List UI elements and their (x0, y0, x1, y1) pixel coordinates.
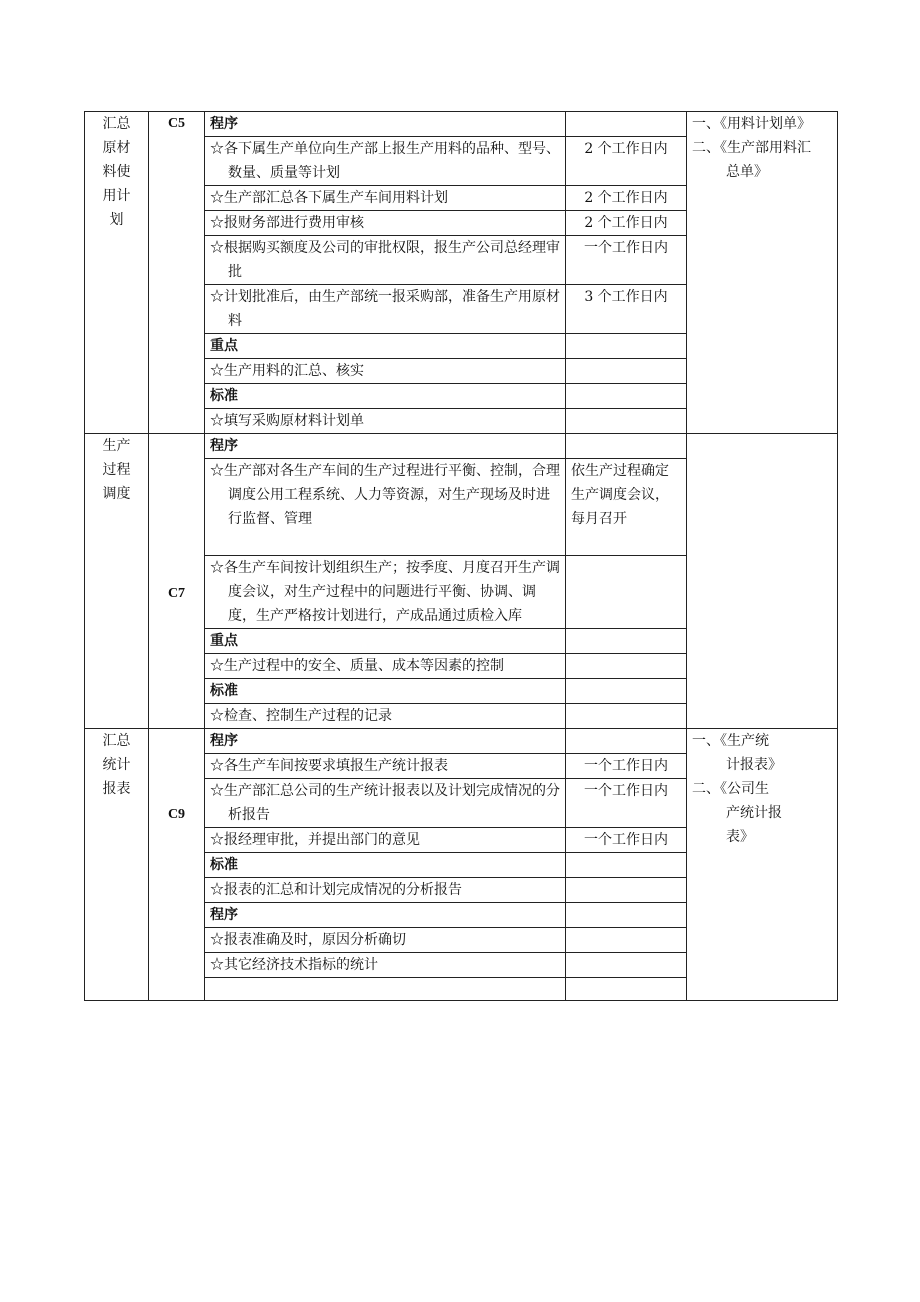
time-cell: 一个工作日内 (566, 236, 687, 285)
procedure-step: ☆根据购买额度及公司的审批权限，报生产公司总经理审批 (205, 236, 566, 285)
time-cell: 2 个工作日内 (566, 211, 687, 236)
time-cell (566, 729, 687, 754)
time-cell (566, 654, 687, 679)
time-cell (566, 334, 687, 359)
row-heading: 程序 (205, 729, 566, 754)
procedure-step (205, 978, 566, 1001)
related-documents (687, 112, 838, 434)
procedure-step: ☆其它经济技术指标的统计 (205, 953, 566, 978)
time-cell (566, 903, 687, 928)
time-cell (566, 556, 687, 629)
time-cell: 一个工作日内 (566, 754, 687, 779)
document-line: 总单》 (726, 164, 768, 180)
procedure-step: ☆生产过程中的安全、质量、成本等因素的控制 (205, 654, 566, 679)
document-line: 二、《公司生 (692, 781, 769, 797)
time-cell: 3 个工作日内 (566, 285, 687, 334)
row-heading: 重点 (205, 629, 566, 654)
document-line: 表》 (726, 829, 754, 845)
time-cell (566, 629, 687, 654)
document-line: 一、《生产统 (692, 733, 769, 749)
procedure-table (84, 111, 838, 1001)
procedure-step: ☆检查、控制生产过程的记录 (205, 704, 566, 729)
procedure-step: ☆报表的汇总和计划完成情况的分析报告 (205, 878, 566, 903)
table-row (85, 729, 838, 754)
procedure-step: ☆计划批准后，由生产部统一报采购部，准备生产用原材料 (205, 285, 566, 334)
time-cell (566, 928, 687, 953)
row-heading: 标准 (205, 679, 566, 704)
row-heading: 程序 (205, 434, 566, 459)
time-cell (566, 112, 687, 137)
procedure-step: ☆报经理审批，并提出部门的意见 (205, 828, 566, 853)
time-cell (566, 409, 687, 434)
procedure-step: ☆生产用料的汇总、核实 (205, 359, 566, 384)
row-heading: 标准 (205, 384, 566, 409)
row-heading: 重点 (205, 334, 566, 359)
row-heading: 程序 (205, 903, 566, 928)
procedure-step: ☆各生产车间按计划组织生产；按季度、月度召开生产调度会议，对生产过程中的问题进行平衡、协调、调度，生产严格按计划进行，产成品通过质检入库 (205, 556, 566, 629)
time-cell: 2 个工作日内 (566, 186, 687, 211)
document-line: 一、《用料计划单》 (692, 116, 811, 132)
related-documents (687, 434, 838, 729)
procedure-step: ☆各下属生产单位向生产部上报生产用料的品种、型号、数量、质量等计划 (205, 137, 566, 186)
procedure-step: ☆填写采购原材料计划单 (205, 409, 566, 434)
procedure-step: ☆各生产车间按要求填报生产统计报表 (205, 754, 566, 779)
procedure-step: ☆生产部汇总各下属生产车间用料计划 (205, 186, 566, 211)
time-cell (566, 978, 687, 1001)
document-line: 产统计报 (726, 805, 782, 821)
procedure-step: ☆生产部对各生产车间的生产过程进行平衡、控制，合理调度公用工程系统、人力等资源，对生产现场及时进行监督、管理 (205, 459, 566, 556)
section-code: C5 (149, 112, 205, 434)
document-line: 计报表》 (726, 757, 782, 773)
time-cell (566, 853, 687, 878)
procedure-step: ☆报财务部进行费用审核 (205, 211, 566, 236)
time-cell: 一个工作日内 (566, 828, 687, 853)
time-cell (566, 434, 687, 459)
section-title: 汇总统计报表 (85, 729, 149, 1001)
document-line: 二、《生产部用料汇 (692, 140, 811, 156)
row-heading: 标准 (205, 853, 566, 878)
row-heading: 程序 (205, 112, 566, 137)
section-code: C9 (149, 729, 205, 1001)
time-cell: 一个工作日内 (566, 779, 687, 828)
time-cell (566, 679, 687, 704)
procedure-step: ☆报表准确及时，原因分析确切 (205, 928, 566, 953)
table-row (85, 112, 838, 137)
procedure-step: ☆生产部汇总公司的生产统计报表以及计划完成情况的分析报告 (205, 779, 566, 828)
related-documents (687, 729, 838, 1001)
time-cell: 依生产过程确定生产调度会议，每月召开 (566, 459, 687, 556)
table-row (85, 434, 838, 459)
time-cell (566, 878, 687, 903)
section-code: C7 (149, 434, 205, 729)
time-cell (566, 384, 687, 409)
section-title: 汇总原材料使用计划 (85, 112, 149, 434)
time-cell: 2 个工作日内 (566, 137, 687, 186)
section-title: 生产过程调度 (85, 434, 149, 729)
time-cell (566, 953, 687, 978)
time-cell (566, 359, 687, 384)
time-cell (566, 704, 687, 729)
